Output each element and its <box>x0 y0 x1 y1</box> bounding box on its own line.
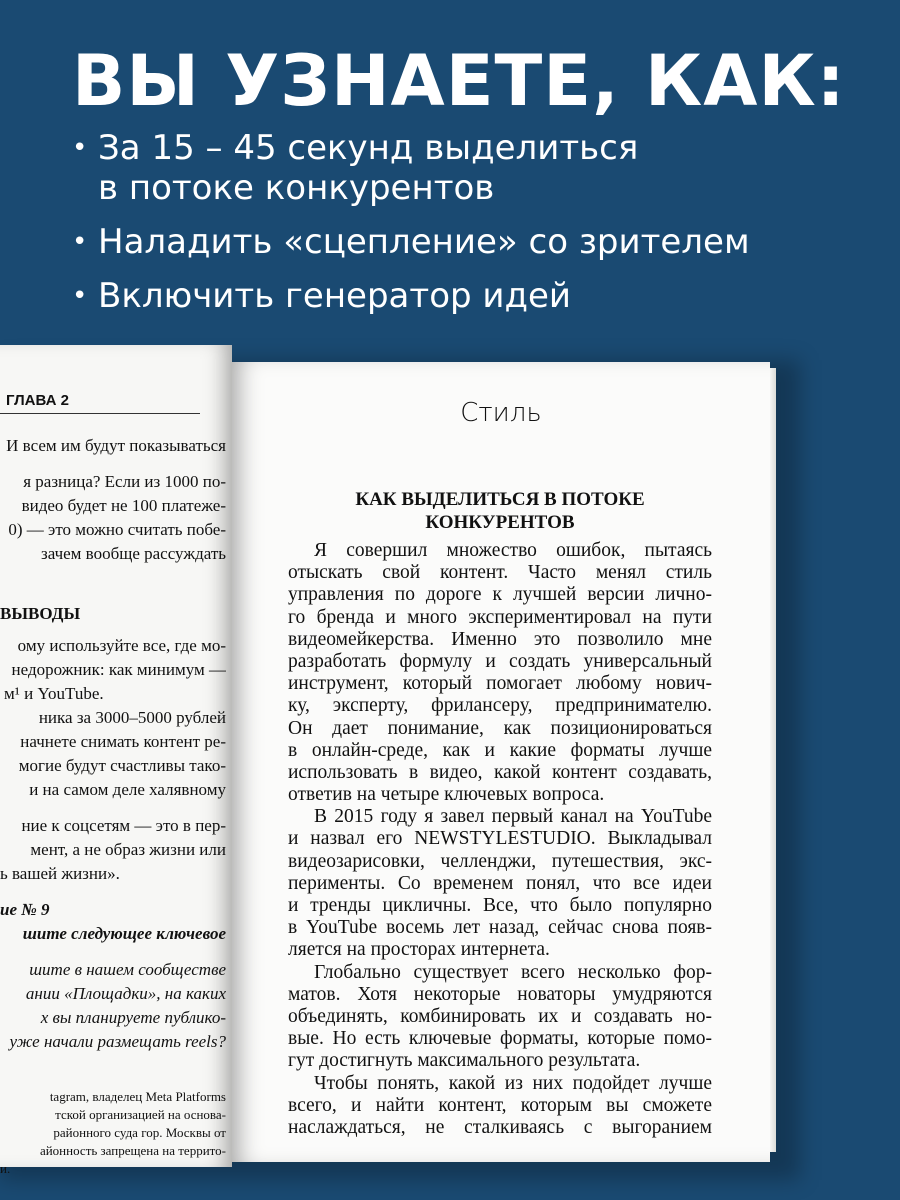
bullet-list <box>72 128 798 330</box>
body-line: отыскать свой контент. Часто менял стиль <box>288 562 712 584</box>
footnote-line: айонность запрещена на террито- <box>39 1143 226 1158</box>
left-line: м¹ и YouTube. <box>4 684 104 703</box>
body-line: гут достигнуть максимального результата. <box>288 1050 641 1072</box>
body-line: разработать формулу и создать универсальный <box>288 650 712 672</box>
headline: ВЫ УЗНАЕТЕ, КАК: <box>72 40 846 122</box>
footnote-line: районного суда гор. Москвы от <box>53 1125 226 1140</box>
left-line: ь вашей жизни». <box>0 864 120 883</box>
bullet-text: • За 15 – 45 секунд выделиться <box>98 128 639 168</box>
bullet-text: • Наладить «сцепление» со зрителем <box>98 222 750 262</box>
left-line: могие будут счастливы тако- <box>18 756 226 775</box>
body-line: инструмент, который помогает любому нович- <box>288 673 712 695</box>
body-line: Он дает понимание, как позиционироваться <box>288 717 712 739</box>
body-line: видеозарисовки, челленджи, путешествия, экс- <box>288 850 712 872</box>
body-line: управления по дороге к лучшей версии лично- <box>288 584 712 606</box>
body-line: го бренда и много экспериментировал на пути <box>288 606 712 628</box>
body-line: всего, и найти контент, которым вы сможете <box>288 1094 712 1116</box>
left-line: И всем им будут показываться <box>6 436 226 455</box>
left-line: я разница? Если из 1000 по- <box>23 472 226 491</box>
body-line: ку, эксперту, фрилансеру, предпринимателю. <box>288 695 712 717</box>
body-line: ляется на просторах интернета. <box>288 939 550 961</box>
body-line: Глобально существует всего несколько фор- <box>314 961 712 983</box>
body-line: матов. Хотя некоторые новаторы умудряются <box>288 983 712 1005</box>
task-line: шите в нашем сообществе <box>29 960 226 979</box>
left-line: зачем вообще рассуждать <box>41 544 226 563</box>
body-line: Чтобы понять, какой из них подойдет лучше <box>314 1072 712 1094</box>
bullet-text: • Включить генератор идей <box>98 276 572 316</box>
task-line: ании «Площадки», на каких <box>25 984 226 1003</box>
body-line: и назвал его NEWSTYLESTUDIO. Выкладывал <box>288 828 712 850</box>
body-line: наслаждаться, не сталкиваясь с выгоранием <box>288 1116 712 1138</box>
section-title <box>300 488 700 534</box>
body-line: ответив на четыре ключевых вопроса. <box>288 784 605 806</box>
body-line: в онлайн-среде, как и какие форматы лучше <box>288 739 712 761</box>
left-line: ника за 3000–5000 рублей <box>38 708 226 727</box>
section-title-line: КОНКУРЕНТОВ <box>425 512 575 533</box>
left-line: мент, а не образ жизни или <box>30 840 226 859</box>
body-line: вые. Но есть ключевые форматы, которые помо- <box>288 1028 712 1050</box>
body-line: объединять, комбинировать их и создавать но- <box>288 1005 712 1027</box>
task-line: уже начали размещать reels? <box>9 1032 226 1051</box>
task-line: х вы планируете публико- <box>40 1008 226 1027</box>
body-line: в YouTube восемь лет назад, сейчас снова появ- <box>288 917 712 939</box>
body-line: и тренды цикличны. Все, что было популярно <box>288 895 712 916</box>
body-text <box>288 540 712 1139</box>
bullet-text: в потоке конкурентов <box>98 168 495 208</box>
left-line: ому используйте все, где мо- <box>17 636 226 655</box>
left-line: ние к соцсетям — это в пер- <box>21 816 226 835</box>
footnote-line: и. <box>0 1161 11 1176</box>
body-line: В 2015 году я завел первый канал на YouTube <box>314 806 712 828</box>
left-line: начнете снимать контент ре- <box>20 732 226 751</box>
bullet-item <box>72 276 798 316</box>
conclusions-heading: ВЫВОДЫ <box>0 604 81 623</box>
left-line: и на самом деле халявному <box>29 780 226 799</box>
left-line: недорожник: как минимум — <box>11 660 226 679</box>
left-line: 0) — это можно считать побе- <box>8 520 226 539</box>
bullet-item <box>72 128 798 208</box>
body-line: Я совершил множество ошибок, пытаясь <box>314 540 712 561</box>
bullet-item <box>72 222 798 262</box>
body-line: использовать в видео, какой контент создавать, <box>288 761 712 783</box>
body-line: видеомейкерства. Именно это позволило мне <box>288 628 712 650</box>
left-line: видео будет не 100 платеже- <box>21 496 226 515</box>
body-line: перименты. Со временем понял, что все идеи <box>288 872 712 894</box>
task-heading: ие № 9 <box>0 900 50 919</box>
footnote-line: tagram, владелец Meta Platforms <box>49 1089 226 1104</box>
task-subheading: шите следующее ключевое <box>22 924 226 943</box>
running-head-rule <box>0 413 200 414</box>
section-title-line: КАК ВЫДЕЛИТЬСЯ В ПОТОКЕ <box>355 489 645 510</box>
footnote-line: тской организацией на основа- <box>55 1107 226 1122</box>
chapter-title: Стиль <box>460 398 542 428</box>
running-head: ГЛАВА 2 <box>6 392 69 409</box>
